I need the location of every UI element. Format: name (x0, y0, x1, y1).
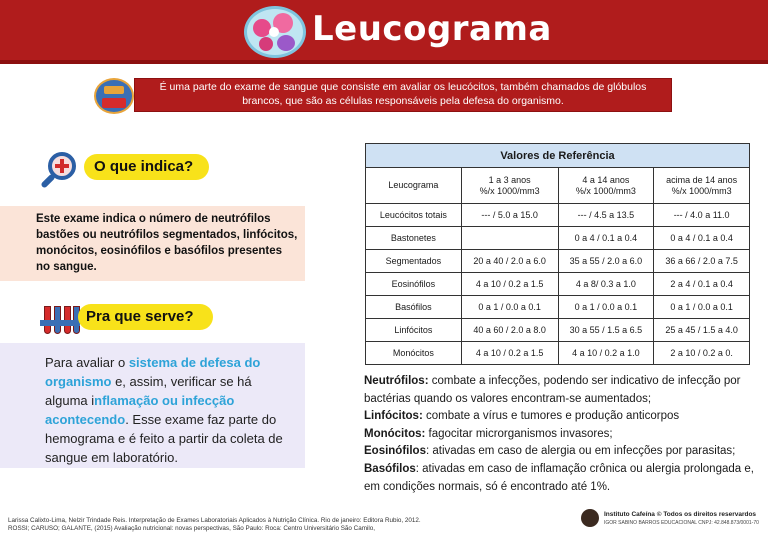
table-cell: 30 a 55 / 1.5 a 6.5 (558, 319, 654, 342)
table-cell: Basófilos (366, 296, 462, 319)
section-text (45, 353, 295, 467)
table-cell: 4 a 10 / 0.2 a 1.5 (461, 342, 558, 365)
definition-term: Eosinófilos (364, 445, 426, 458)
text-segment: . Esse exame faz parte do hemograma e é feito a partir da coleta de sangue em laboratório. (45, 412, 283, 465)
definition-item (364, 443, 754, 461)
table-cell: 2 a 10 / 0.2 a 0. (654, 342, 750, 365)
table-cell: 0 a 4 / 0.1 a 0.4 (654, 227, 750, 250)
text-segment: Para avaliar o (45, 355, 129, 370)
definition-item (364, 426, 754, 444)
table-header-cell: 4 a 14 anos %/x 1000/mm3 (558, 168, 654, 204)
section-title: O que indica? (94, 158, 194, 175)
table-cell: 4 a 10 / 0.2 a 1.0 (558, 342, 654, 365)
definitions-list (364, 373, 754, 496)
definition-term: Neutrófilos: (364, 375, 429, 387)
page-title: Leucograma (312, 9, 552, 49)
table-cell: 2 a 4 / 0.1 a 0.4 (654, 273, 750, 296)
section-text: Este exame indica o número de neutrófilos bastões ou neutrófilos segmentados, linfócitos, monócitos, eosinófilos e basófilos presentes no sangue. (36, 213, 298, 273)
table-header-cell: 1 a 3 anos %/x 1000/mm3 (461, 168, 558, 204)
table-cell: --- / 5.0 a 15.0 (461, 204, 558, 227)
footer-brand-sub: IGOR SABINO BARROS EDUCACIONAL CNPJ: 42.848.873/0001-70 (604, 520, 759, 526)
lab-analysis-icon (94, 78, 134, 114)
footer-brand: Instituto Cafeína © Todos os direitos reservardos (604, 511, 757, 518)
table-row (366, 319, 750, 342)
table-cell: --- / 4.0 a 11.0 (654, 204, 750, 227)
definition-text: combate a vírus e tumores e produção anticorpos (422, 410, 680, 423)
table-cell: 35 a 55 / 2.0 a 6.0 (558, 250, 654, 273)
table-row (366, 204, 750, 227)
table-cell: 0 a 1 / 0.0 a 0.1 (654, 296, 750, 319)
table-cell: Eosinófilos (366, 273, 462, 296)
table-cell: Linfócitos (366, 319, 462, 342)
definition-term: Linfócitos: (364, 410, 423, 423)
highlight-text: nflamação ou infecção acontecendo (45, 393, 235, 427)
table-title: Valores de Referência (366, 144, 750, 168)
highlight-text: sistema de defesa do organismo (45, 355, 261, 389)
table-cell: 0 a 1 / 0.0 a 0.1 (461, 296, 558, 319)
definition-text: : ativadas em caso de alergia ou em infecções por parasitas; (425, 445, 736, 458)
table-cell: 0 a 4 / 0.1 a 0.4 (558, 227, 654, 250)
text-segment: e, assim, verificar se há alguma i (45, 374, 252, 408)
table-cell: Leucócitos totais (366, 204, 462, 227)
table-cell: --- / 4.5 a 13.5 (558, 204, 654, 227)
definition-term: Basófilos (364, 462, 416, 475)
table-row (366, 250, 750, 273)
footer-references (8, 517, 548, 533)
table-cell: 0 a 1 / 0.0 a 0.1 (558, 296, 654, 319)
table-cell: 40 a 60 / 2.0 a 8.0 (461, 319, 558, 342)
magnifier-plus-icon (40, 148, 86, 194)
definition-item (364, 461, 754, 496)
table-cell: Monócitos (366, 342, 462, 365)
table-cell: 36 a 66 / 2.0 a 7.5 (654, 250, 750, 273)
table-header-row (366, 168, 750, 204)
reference-line: Larissa Calixto-Lima, Nelzir Trindade Reis. Interpretação de Exames Laboratoriais Aplicados à Nutrição Clínica. Rio de janeiro: Editora Rubio, 2012. (8, 517, 421, 524)
table-cell: Bastonetes (366, 227, 462, 250)
table-cell: 4 a 8/ 0.3 a 1.0 (558, 273, 654, 296)
definition-item (364, 373, 754, 408)
table-row (366, 273, 750, 296)
table-header-cell: acima de 14 anos %/x 1000/mm3 (654, 168, 750, 204)
table-cell: 25 a 45 / 1.5 a 4.0 (654, 319, 750, 342)
definition-text: fagocitar microrganismos invasores; (425, 427, 613, 440)
definition-text: combate a infecções, podendo ser indicativo de infecção por bactérias quando os valores encontram-se aumentados; (364, 375, 741, 405)
definition-text: : ativadas em caso de inflamação crônica ou alergia prolongada e, em condições normais, só é encontrado até 1%. (364, 462, 754, 493)
table-cell: Segmentados (366, 250, 462, 273)
blood-cells-icon (244, 6, 306, 58)
reference-table (365, 143, 750, 365)
table-cell: 20 a 40 / 2.0 a 6.0 (461, 250, 558, 273)
definition-item (364, 408, 754, 426)
reference-line: ROSSI; CARUSO; GALANTE, (2015) Avaliação nutricional: novas perspectivas, São Paulo: Roca: Centro Universitário São Camilo, (8, 525, 376, 532)
intro-text: É uma parte do exame de sangue que consiste em avaliar os leucócitos, também chamados de glóbulos brancos, que são as células responsáveis pela defesa do organismo. (159, 81, 647, 107)
section-title: Pra que serve? (86, 308, 194, 325)
table-cell (461, 227, 558, 250)
table-row (366, 342, 750, 365)
table-row (366, 227, 750, 250)
table-cell: 4 a 10 / 0.2 a 1.5 (461, 273, 558, 296)
table-header-cell: Leucograma (366, 168, 462, 204)
table-row (366, 296, 750, 319)
coffee-logo-icon (581, 509, 599, 527)
definition-term: Monócitos: (364, 427, 426, 440)
